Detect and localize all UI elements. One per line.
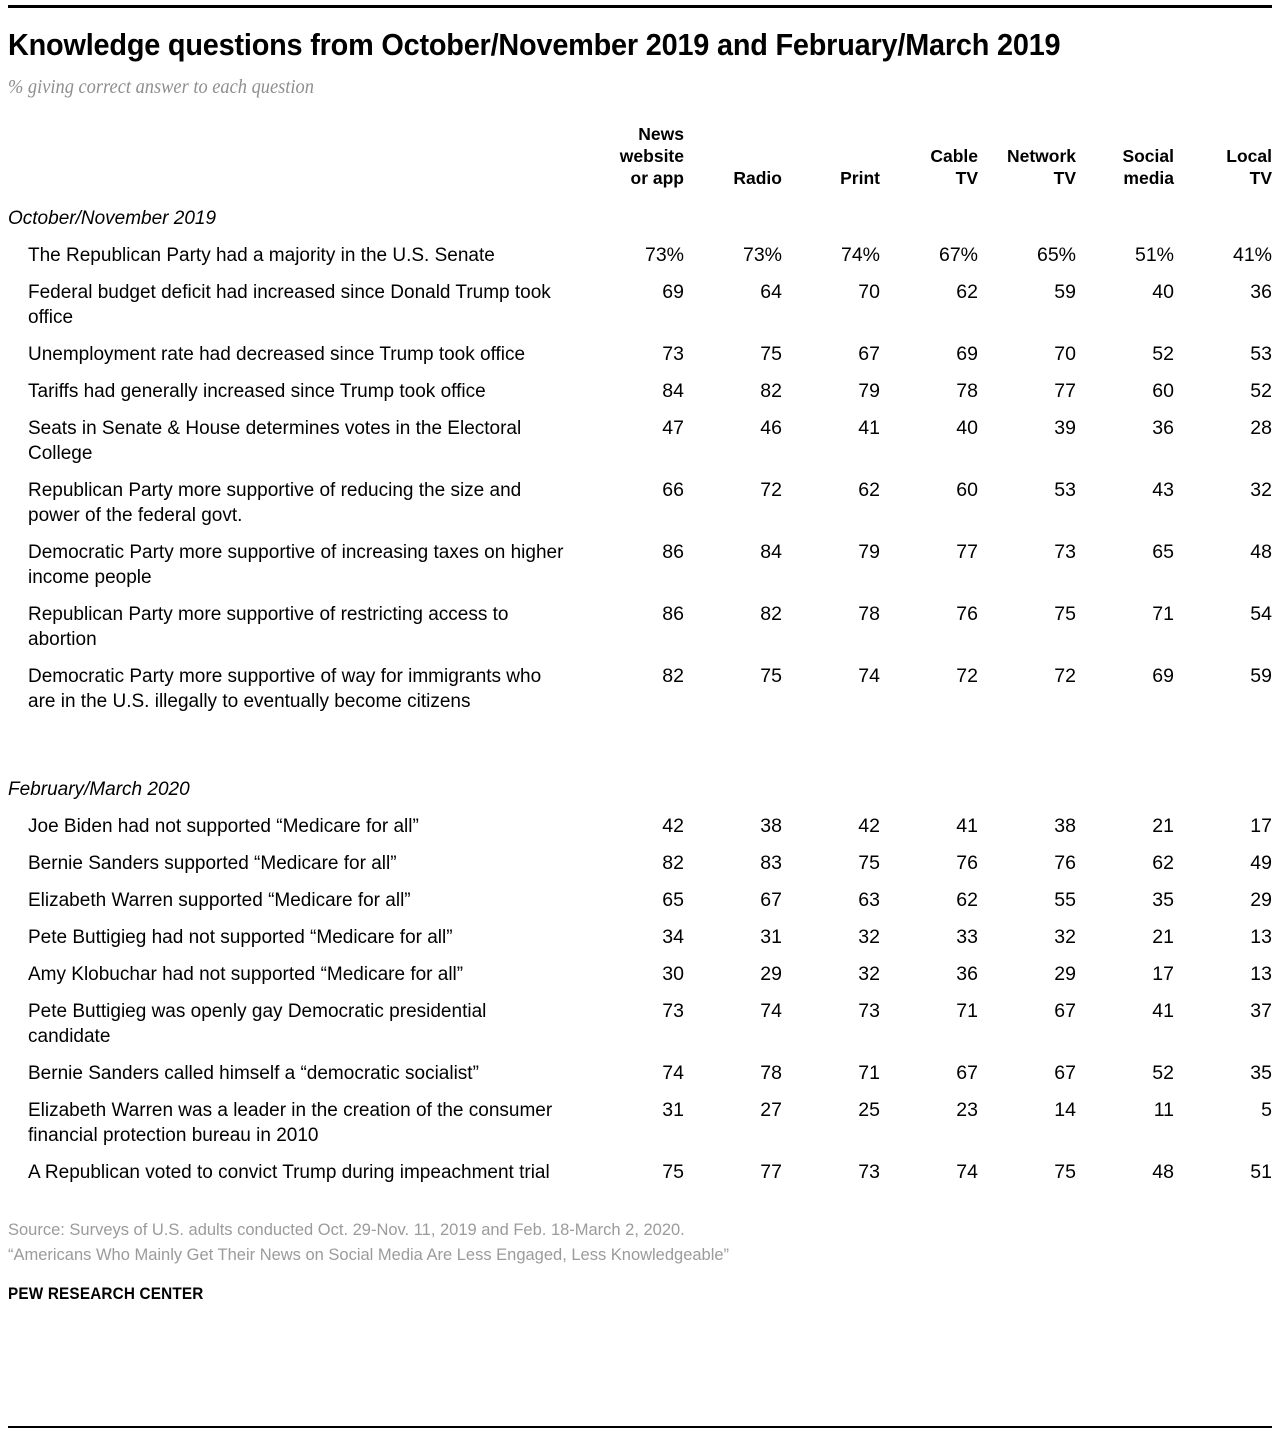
cell-print: 78 [858, 603, 880, 625]
question-label: Republican Party more supportive of restricting access to abortion [28, 604, 509, 650]
cell-print: 73 [858, 1000, 880, 1022]
cell-social_media: 52 [1152, 1062, 1174, 1084]
cell-network_tv: 14 [1054, 1099, 1076, 1121]
cell-radio: 74 [760, 1000, 782, 1022]
table-row [8, 658, 1272, 720]
cell-news_website_or_app: 42 [662, 815, 684, 837]
cell-print: 73 [858, 1161, 880, 1183]
cell-cable_tv: 36 [956, 963, 978, 985]
cell-news_website_or_app: 73 [662, 1000, 684, 1022]
cell-radio: 82 [760, 380, 782, 402]
cell-cable_tv: 77 [956, 541, 978, 563]
cell-network_tv: 70 [1054, 343, 1076, 365]
question-label: Pete Buttigieg was openly gay Democratic presidential candidate [28, 1001, 487, 1047]
page-subtitle: % giving correct answer to each question [8, 76, 314, 98]
question-label: Tariffs had generally increased since Trump took office [28, 381, 486, 402]
cell-news_website_or_app: 65 [662, 889, 684, 911]
cell-cable_tv: 23 [956, 1099, 978, 1121]
cell-social_media: 69 [1152, 665, 1174, 687]
column-header-network-tv: Network TV [1006, 146, 1076, 188]
cell-local_tv: 59 [1250, 665, 1272, 687]
cell-news_website_or_app: 69 [662, 281, 684, 303]
cell-cable_tv: 76 [956, 852, 978, 874]
cell-social_media: 21 [1152, 815, 1174, 837]
section-header-row [8, 199, 1272, 237]
column-header-question [8, 123, 586, 199]
cell-radio: 67 [760, 889, 782, 911]
cell-news_website_or_app: 84 [662, 380, 684, 402]
table-row [8, 1092, 1272, 1154]
bottom-divider [8, 1426, 1272, 1428]
section-label: October/November 2019 [8, 208, 217, 229]
question-label: Unemployment rate had decreased since Trump took office [28, 344, 526, 365]
cell-print: 71 [858, 1062, 880, 1084]
table-row [8, 336, 1272, 373]
cell-print: 79 [858, 380, 880, 402]
cell-news_website_or_app: 34 [662, 926, 684, 948]
table-row [8, 1154, 1272, 1191]
question-label: Amy Klobuchar had not supported “Medicare for all” [28, 964, 464, 985]
table-row [8, 845, 1272, 882]
cell-radio: 64 [760, 281, 782, 303]
page-title: Knowledge questions from October/November 2019 and February/March 2019 [8, 27, 1061, 62]
table-row [8, 956, 1272, 993]
cell-news_website_or_app: 74 [662, 1062, 684, 1084]
cell-print: 62 [858, 479, 880, 501]
cell-cable_tv: 33 [956, 926, 978, 948]
cell-print: 32 [858, 926, 880, 948]
question-label: The Republican Party had a majority in the U.S. Senate [28, 245, 495, 266]
cell-cable_tv: 67 [956, 1062, 978, 1084]
cell-cable_tv: 72 [956, 665, 978, 687]
cell-radio: 77 [760, 1161, 782, 1183]
cell-radio: 82 [760, 603, 782, 625]
cell-social_media: 43 [1152, 479, 1174, 501]
chart-footer [8, 1217, 1272, 1305]
cell-radio: 78 [760, 1062, 782, 1084]
table-row [8, 596, 1272, 658]
table-body [8, 199, 1272, 1191]
question-label: Bernie Sanders supported “Medicare for all” [28, 853, 397, 874]
column-header-cable-tv: Cable TV [930, 146, 978, 188]
cell-social_media: 52 [1152, 343, 1174, 365]
table-row [8, 808, 1272, 845]
section-header-row [8, 720, 1272, 808]
section-label: February/March 2020 [8, 779, 190, 800]
question-label: Elizabeth Warren supported “Medicare for all” [28, 890, 411, 911]
cell-cable_tv: 74 [956, 1161, 978, 1183]
table-row [8, 993, 1272, 1055]
cell-news_website_or_app: 82 [662, 852, 684, 874]
cell-social_media: 48 [1152, 1161, 1174, 1183]
question-label: Republican Party more supportive of reducing the size and power of the federal govt. [28, 480, 522, 526]
cell-local_tv: 53 [1250, 343, 1272, 365]
question-label: Bernie Sanders called himself a “democratic socialist” [28, 1063, 479, 1084]
table-row [8, 882, 1272, 919]
pew-research-center-brand: PEW RESEARCH CENTER [8, 1284, 204, 1303]
cell-radio: 31 [760, 926, 782, 948]
question-label: Federal budget deficit had increased since Donald Trump took office [28, 282, 551, 328]
column-header-print: Print [840, 168, 880, 188]
cell-network_tv: 76 [1054, 852, 1076, 874]
report-title-note: “Americans Who Mainly Get Their News on Social Media Are Less Engaged, Less Knowledgeable” [8, 1245, 730, 1264]
column-header-news-website-or-app: News website or app [619, 124, 684, 188]
cell-print: 70 [858, 281, 880, 303]
question-label: Democratic Party more supportive of increasing taxes on higher income people [28, 542, 564, 588]
cell-network_tv: 38 [1054, 815, 1076, 837]
question-label: Democratic Party more supportive of way for immigrants who are in the U.S. illegally to eventually become citizens [28, 666, 542, 712]
cell-news_website_or_app: 86 [662, 541, 684, 563]
cell-radio: 84 [760, 541, 782, 563]
cell-network_tv: 59 [1054, 281, 1076, 303]
cell-print: 67 [858, 343, 880, 365]
cell-news_website_or_app: 73 [662, 343, 684, 365]
cell-local_tv: 28 [1250, 417, 1272, 439]
cell-social_media: 62 [1152, 852, 1174, 874]
column-header-radio: Radio [733, 168, 782, 188]
cell-news_website_or_app: 30 [662, 963, 684, 985]
table-header-row [8, 123, 1272, 199]
cell-radio: 38 [760, 815, 782, 837]
cell-cable_tv: 62 [956, 889, 978, 911]
cell-cable_tv: 69 [956, 343, 978, 365]
table-row [8, 472, 1272, 534]
cell-social_media: 41 [1152, 1000, 1174, 1022]
cell-local_tv: 17 [1250, 815, 1272, 837]
question-label: Seats in Senate & House determines votes in the Electoral College [28, 418, 522, 464]
cell-print: 32 [858, 963, 880, 985]
cell-cable_tv: 78 [956, 380, 978, 402]
cell-network_tv: 67 [1054, 1000, 1076, 1022]
cell-local_tv: 35 [1250, 1062, 1272, 1084]
cell-print: 74 [858, 665, 880, 687]
cell-news_website_or_app: 31 [662, 1099, 684, 1121]
question-label: Joe Biden had not supported “Medicare for all” [28, 816, 419, 837]
cell-social_media: 36 [1152, 417, 1174, 439]
cell-social_media: 71 [1152, 603, 1174, 625]
cell-network_tv: 53 [1054, 479, 1076, 501]
cell-network_tv: 75 [1054, 603, 1076, 625]
cell-local_tv: 41% [1232, 244, 1272, 266]
cell-print: 25 [858, 1099, 880, 1121]
cell-news_website_or_app: 66 [662, 479, 684, 501]
cell-social_media: 11 [1153, 1099, 1174, 1121]
cell-local_tv: 13 [1250, 926, 1272, 948]
cell-local_tv: 5 [1261, 1099, 1272, 1121]
cell-radio: 46 [760, 417, 782, 439]
column-header-local-tv: Local TV [1226, 146, 1272, 188]
cell-network_tv: 75 [1054, 1161, 1076, 1183]
cell-cable_tv: 71 [956, 1000, 978, 1022]
cell-local_tv: 13 [1250, 963, 1272, 985]
cell-news_website_or_app: 47 [662, 417, 684, 439]
cell-network_tv: 77 [1054, 380, 1076, 402]
cell-radio: 27 [760, 1099, 782, 1121]
table-row [8, 373, 1272, 410]
cell-cable_tv: 67% [938, 244, 978, 266]
cell-local_tv: 54 [1250, 603, 1272, 625]
cell-cable_tv: 41 [956, 815, 978, 837]
cell-local_tv: 32 [1250, 479, 1272, 501]
cell-news_website_or_app: 73% [644, 244, 684, 266]
cell-network_tv: 55 [1054, 889, 1076, 911]
cell-news_website_or_app: 82 [662, 665, 684, 687]
question-label: Elizabeth Warren was a leader in the creation of the consumer financial protection bureau in 2010 [28, 1100, 553, 1146]
table-head [8, 123, 1272, 199]
cell-news_website_or_app: 75 [662, 1161, 684, 1183]
cell-print: 74% [840, 244, 880, 266]
cell-radio: 75 [760, 665, 782, 687]
cell-network_tv: 67 [1054, 1062, 1076, 1084]
source-note: Source: Surveys of U.S. adults conducted Oct. 29-Nov. 11, 2019 and Feb. 18-March 2, 2020. [8, 1220, 685, 1239]
cell-radio: 73% [742, 244, 782, 266]
cell-radio: 72 [760, 479, 782, 501]
cell-radio: 83 [760, 852, 782, 874]
cell-network_tv: 73 [1054, 541, 1076, 563]
question-label: A Republican voted to convict Trump during impeachment trial [28, 1162, 550, 1183]
table-row [8, 534, 1272, 596]
cell-print: 75 [858, 852, 880, 874]
cell-social_media: 17 [1152, 963, 1174, 985]
cell-cable_tv: 76 [956, 603, 978, 625]
question-label: Pete Buttigieg had not supported “Medicare for all” [28, 927, 453, 948]
cell-social_media: 35 [1152, 889, 1174, 911]
cell-social_media: 40 [1152, 281, 1174, 303]
table-row [8, 919, 1272, 956]
cell-local_tv: 49 [1250, 852, 1272, 874]
cell-cable_tv: 60 [956, 479, 978, 501]
cell-local_tv: 48 [1250, 541, 1272, 563]
cell-social_media: 60 [1152, 380, 1174, 402]
cell-local_tv: 52 [1250, 380, 1272, 402]
cell-local_tv: 29 [1250, 889, 1272, 911]
cell-print: 63 [858, 889, 880, 911]
table-row [8, 237, 1272, 274]
cell-local_tv: 36 [1250, 281, 1272, 303]
column-header-social-media: Social media [1122, 146, 1174, 188]
cell-network_tv: 65% [1036, 244, 1076, 266]
cell-radio: 75 [760, 343, 782, 365]
knowledge-questions-table [8, 123, 1272, 1191]
cell-network_tv: 29 [1054, 963, 1076, 985]
cell-cable_tv: 40 [956, 417, 978, 439]
cell-radio: 29 [760, 963, 782, 985]
cell-news_website_or_app: 86 [662, 603, 684, 625]
cell-social_media: 51% [1134, 244, 1174, 266]
cell-local_tv: 37 [1250, 1000, 1272, 1022]
cell-cable_tv: 62 [956, 281, 978, 303]
cell-social_media: 21 [1152, 926, 1174, 948]
cell-social_media: 65 [1152, 541, 1174, 563]
cell-print: 41 [858, 417, 880, 439]
table-row [8, 274, 1272, 336]
cell-print: 42 [858, 815, 880, 837]
cell-network_tv: 72 [1054, 665, 1076, 687]
cell-network_tv: 32 [1054, 926, 1076, 948]
table-row [8, 410, 1272, 472]
cell-print: 79 [858, 541, 880, 563]
cell-local_tv: 51 [1250, 1161, 1272, 1183]
cell-network_tv: 39 [1054, 417, 1076, 439]
table-row [8, 1055, 1272, 1092]
